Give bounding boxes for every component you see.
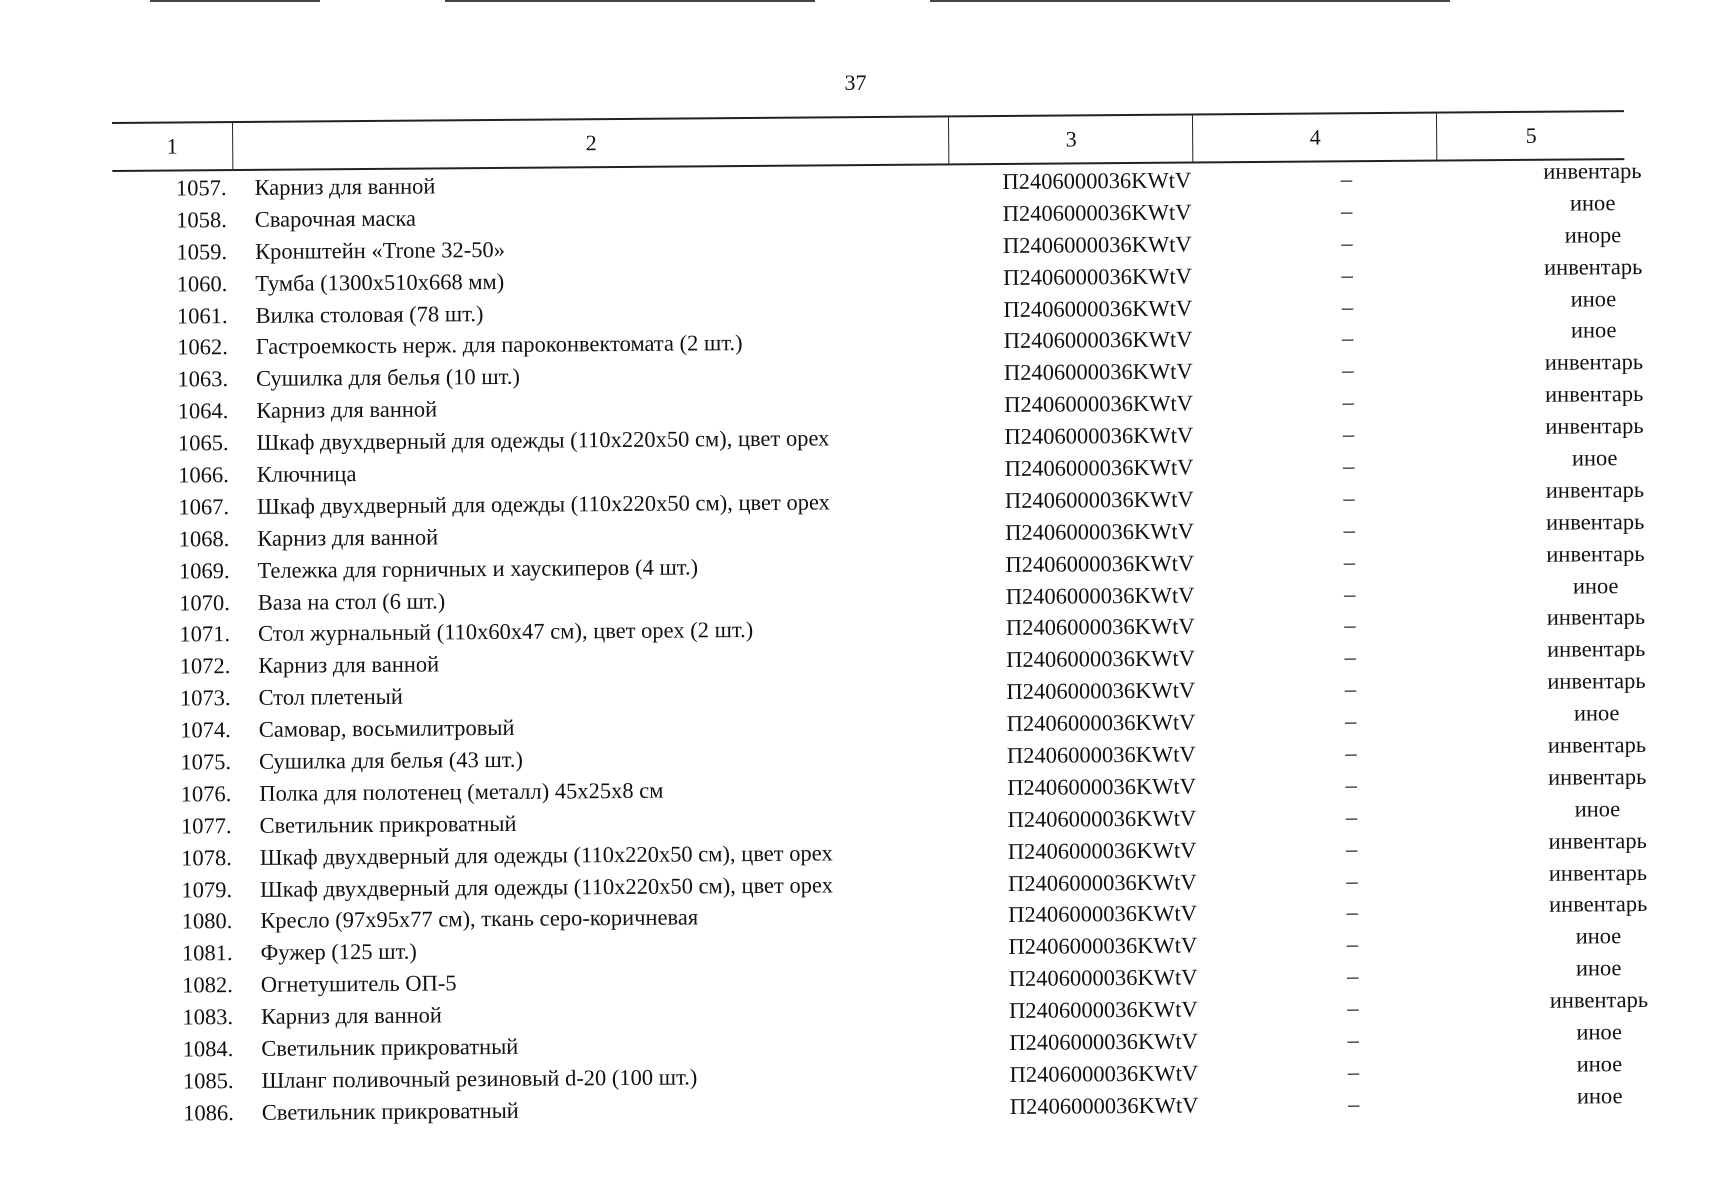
item-col4-dash: – bbox=[1341, 230, 1353, 256]
item-code: П2406000036KWtV bbox=[1005, 613, 1195, 641]
item-col4-dash: – bbox=[1347, 1027, 1359, 1053]
item-code: П2406000036KWtV bbox=[1008, 900, 1198, 928]
item-category: инвентарь bbox=[1548, 859, 1648, 886]
item-col4-dash: – bbox=[1347, 963, 1359, 989]
item-col4-dash: – bbox=[1341, 261, 1353, 288]
item-category: инвентарь bbox=[1547, 668, 1646, 694]
item-code: П2406000036KWtV bbox=[1009, 1092, 1199, 1119]
row-number: 1070. bbox=[179, 589, 230, 616]
item-name: Вилка столовая (78 шт.) bbox=[255, 300, 484, 328]
row-number: 1068. bbox=[178, 525, 230, 552]
item-col4-dash: – bbox=[1346, 931, 1359, 957]
item-name: Ваза на стол (6 шт.) bbox=[257, 587, 446, 615]
header-col-4: 4 bbox=[1192, 114, 1437, 162]
item-col4-dash: – bbox=[1345, 804, 1358, 830]
item-col4-dash: – bbox=[1346, 899, 1358, 925]
item-category: иное bbox=[1576, 1019, 1623, 1045]
item-col4-dash: – bbox=[1342, 357, 1354, 383]
item-col4-dash: – bbox=[1344, 612, 1356, 638]
header-col-3: 3 bbox=[948, 116, 1193, 164]
item-col4-dash: – bbox=[1342, 389, 1354, 415]
header-col-5: 5 bbox=[1436, 112, 1625, 159]
item-name: Сварочная маска bbox=[254, 205, 417, 232]
item-col4-dash: – bbox=[1347, 995, 1359, 1021]
item-name: Светильник прикроватный bbox=[259, 810, 517, 838]
item-name: Сушилка для белья (43 шт.) bbox=[258, 746, 524, 774]
item-name: Ключница bbox=[256, 461, 357, 487]
item-category: иное bbox=[1576, 1051, 1623, 1077]
row-number: 1072. bbox=[179, 653, 231, 679]
item-name: Карниз для ванной bbox=[258, 651, 440, 679]
header-col-2: 2 bbox=[232, 117, 949, 169]
item-name: Стол журнальный (110x60x47 см), цвет орех (2 шт.) bbox=[257, 617, 754, 647]
row-number: 1060. bbox=[176, 270, 228, 297]
item-code: П2406000036KWtV bbox=[1006, 741, 1196, 769]
item-col4-dash: – bbox=[1343, 453, 1355, 479]
item-category: инвентарь bbox=[1545, 508, 1645, 535]
item-name: Шланг поливочный резиновый d-20 (100 шт.) bbox=[261, 1064, 698, 1093]
item-category: иное bbox=[1575, 923, 1622, 949]
header-col-1: 1 bbox=[166, 133, 178, 159]
item-name: Шкаф двухдверный для одежды (110x220x50 см), цвет орех bbox=[256, 489, 830, 519]
row-number: 1064. bbox=[177, 398, 229, 424]
item-code: П2406000036KWtV bbox=[1004, 390, 1194, 418]
item-category: инвентарь bbox=[1546, 604, 1646, 631]
item-name: Кресло (97x95x77 см), ткань серо-коричневая bbox=[260, 904, 699, 934]
row-number: 1075. bbox=[180, 749, 232, 775]
item-category: иноре bbox=[1564, 221, 1622, 248]
item-category: инвентарь bbox=[1547, 732, 1647, 758]
item-category: иное bbox=[1575, 955, 1622, 981]
item-col4-dash: – bbox=[1346, 867, 1358, 893]
row-number: 1057. bbox=[175, 175, 227, 201]
item-col4-dash: – bbox=[1348, 1091, 1360, 1117]
item-col4-dash: – bbox=[1344, 676, 1357, 702]
row-number: 1079. bbox=[181, 876, 233, 903]
item-code: П2406000036KWtV bbox=[1002, 199, 1192, 226]
item-name: Огнетушитель ОП-5 bbox=[260, 970, 457, 998]
item-category: иное bbox=[1574, 795, 1621, 822]
item-category: иное bbox=[1573, 700, 1620, 726]
row-number: 1074. bbox=[180, 717, 231, 743]
item-name: Светильник прикроватный bbox=[261, 1033, 519, 1061]
item-category: инвентарь bbox=[1543, 253, 1643, 280]
item-category: инвентарь bbox=[1546, 540, 1645, 567]
item-code: П2406000036KWtV bbox=[1006, 645, 1196, 673]
item-category: инвентарь bbox=[1544, 349, 1644, 376]
item-code: П2406000036KWtV bbox=[1002, 231, 1192, 258]
item-code: П2406000036KWtV bbox=[1006, 709, 1196, 737]
item-category: иное bbox=[1571, 445, 1618, 471]
item-col4-dash: – bbox=[1345, 772, 1357, 798]
page-number: 37 bbox=[844, 70, 867, 95]
item-col4-dash: – bbox=[1340, 166, 1353, 192]
row-number: 1076. bbox=[180, 781, 232, 807]
item-name: Карниз для ванной bbox=[257, 524, 439, 551]
item-name: Шкаф двухдверный для одежды (110x220x50 см), цвет орех bbox=[259, 871, 833, 902]
item-col4-dash: – bbox=[1341, 198, 1353, 224]
item-code: П2406000036KWtV bbox=[1005, 582, 1195, 609]
item-code: П2406000036KWtV bbox=[1002, 167, 1192, 195]
item-code: П2406000036KWtV bbox=[1007, 805, 1197, 832]
item-category: инвентарь bbox=[1545, 413, 1644, 439]
item-category: иное bbox=[1572, 572, 1619, 599]
item-category: инвентарь bbox=[1545, 476, 1645, 503]
row-number: 1082. bbox=[182, 972, 233, 998]
item-name: Карниз для ванной bbox=[260, 1002, 443, 1030]
item-category: иное bbox=[1576, 1082, 1623, 1109]
row-number: 1080. bbox=[181, 908, 233, 934]
item-name: Кронштейн «Trone 32-50» bbox=[254, 236, 506, 264]
item-code: П2406000036KWtV bbox=[1008, 932, 1198, 960]
item-code: П2406000036KWtV bbox=[1006, 677, 1196, 705]
scan-edge-line bbox=[445, 0, 815, 2]
row-number: 1066. bbox=[178, 462, 229, 488]
item-code: П2406000036KWtV bbox=[1009, 1060, 1199, 1087]
item-name: Сушилка для белья (10 шт.) bbox=[255, 364, 521, 392]
item-name: Тележка для горничных и хаускиперов (4 шт.) bbox=[257, 554, 699, 583]
item-category: иное bbox=[1570, 317, 1617, 344]
item-code: П2406000036KWtV bbox=[1007, 869, 1197, 896]
item-code: П2406000036KWtV bbox=[1008, 964, 1198, 992]
row-number: 1058. bbox=[176, 206, 227, 233]
item-name: Тумба (1300x510x668 мм) bbox=[255, 268, 505, 296]
row-number: 1065. bbox=[177, 430, 229, 456]
item-col4-dash: – bbox=[1343, 485, 1355, 511]
item-code: П2406000036KWtV bbox=[1004, 486, 1194, 513]
item-code: П2406000036KWtV bbox=[1004, 422, 1194, 450]
item-col4-dash: – bbox=[1343, 517, 1355, 543]
row-number: 1069. bbox=[178, 557, 230, 584]
item-category: инвентарь bbox=[1546, 636, 1646, 663]
item-col4-dash: – bbox=[1346, 835, 1358, 862]
item-name: Светильник прикроватный bbox=[261, 1097, 519, 1125]
row-number: 1085. bbox=[182, 1068, 234, 1094]
row-number: 1078. bbox=[181, 844, 232, 871]
row-number: 1062. bbox=[177, 334, 228, 360]
item-category: инвентарь bbox=[1543, 157, 1642, 184]
row-number: 1071. bbox=[179, 621, 231, 647]
item-col4-dash: – bbox=[1344, 580, 1356, 606]
item-code: П2406000036KWtV bbox=[1005, 518, 1195, 545]
row-number: 1063. bbox=[177, 366, 229, 392]
item-code: П2406000036KWtV bbox=[1009, 1028, 1199, 1056]
scan-edge-line bbox=[150, 0, 320, 2]
item-code: П2406000036KWtV bbox=[1004, 454, 1194, 482]
row-number: 1077. bbox=[180, 812, 232, 839]
item-name: Полка для полотенец (металл) 45x25x8 см bbox=[259, 777, 664, 806]
row-number: 1061. bbox=[176, 302, 228, 329]
item-code: П2406000036KWtV bbox=[1005, 550, 1195, 577]
item-col4-dash: – bbox=[1342, 421, 1355, 447]
row-number: 1086. bbox=[183, 1099, 234, 1126]
item-category: инвентарь bbox=[1548, 827, 1647, 854]
inventory-table bbox=[112, 110, 1649, 1129]
row-number: 1073. bbox=[179, 685, 231, 711]
item-name: Стол плетеный bbox=[258, 683, 403, 711]
row-number: 1084. bbox=[182, 1036, 234, 1062]
item-col4-dash: – bbox=[1347, 1059, 1360, 1085]
item-code: П2406000036KWtV bbox=[1007, 837, 1197, 864]
item-col4-dash: – bbox=[1342, 325, 1354, 351]
row-number: 1081. bbox=[181, 940, 233, 966]
item-code: П2406000036KWtV bbox=[1003, 326, 1193, 354]
scan-edge-line bbox=[930, 0, 1450, 2]
row-number: 1067. bbox=[178, 493, 230, 520]
row-number: 1059. bbox=[176, 238, 228, 265]
item-name: Самовар, восьмилитровый bbox=[258, 714, 515, 743]
item-name: Шкаф двухдверный для одежды (110x220x50 см), цвет орех bbox=[259, 840, 833, 870]
item-name: Гастроемкость нерж. для пароконвектомата (2 шт.) bbox=[255, 330, 743, 360]
item-code: П2406000036KWtV bbox=[1008, 996, 1198, 1024]
item-category: инвентарь bbox=[1549, 987, 1649, 1013]
item-col4-dash: – bbox=[1341, 293, 1354, 319]
item-col4-dash: – bbox=[1345, 740, 1357, 766]
item-name: Карниз для ванной bbox=[254, 173, 436, 200]
row-number: 1083. bbox=[182, 1004, 234, 1030]
item-col4-dash: – bbox=[1343, 548, 1356, 575]
item-category: иное bbox=[1570, 285, 1617, 312]
item-code: П2406000036KWtV bbox=[1003, 295, 1193, 322]
item-name: Карниз для ванной bbox=[256, 396, 438, 424]
item-category: инвентарь bbox=[1544, 381, 1644, 407]
item-name: Шкаф двухдверный для одежды (110x220x50 см), цвет орех bbox=[256, 425, 830, 455]
item-col4-dash: – bbox=[1345, 708, 1357, 734]
item-col4-dash: – bbox=[1344, 644, 1356, 670]
item-code: П2406000036KWtV bbox=[1003, 263, 1193, 290]
item-category: инвентарь bbox=[1547, 763, 1647, 790]
item-name: Фужер (125 шт.) bbox=[260, 939, 417, 966]
table-body bbox=[112, 157, 1649, 1129]
item-code: П2406000036KWtV bbox=[1007, 773, 1197, 800]
item-code: П2406000036KWtV bbox=[1003, 358, 1193, 386]
item-category: инвентарь bbox=[1548, 891, 1648, 918]
item-category: иное bbox=[1569, 190, 1616, 216]
